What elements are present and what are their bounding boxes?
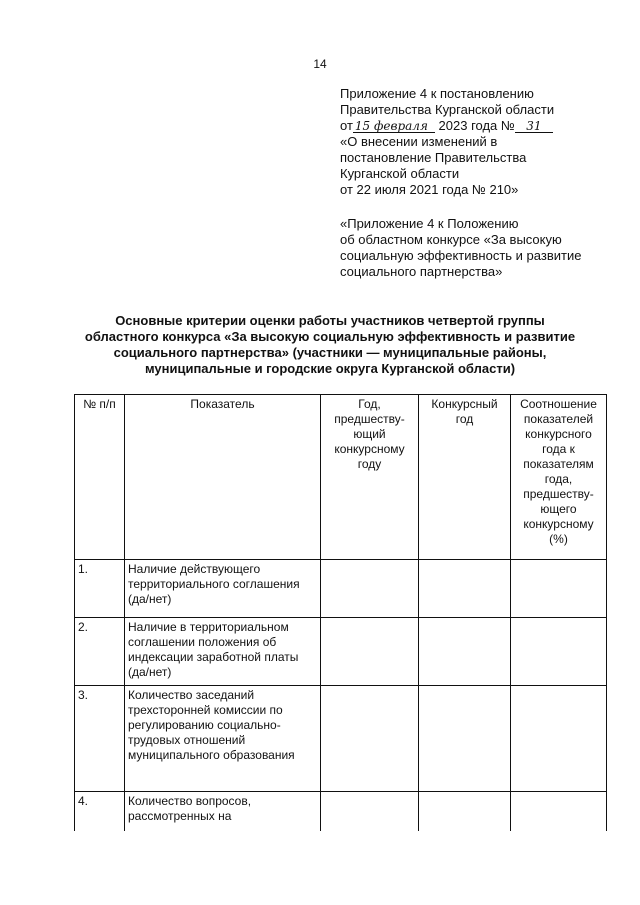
title-line-3: социального партнерства» (участники — муниципальные районы, [113, 345, 547, 360]
annex2-line-1: «Приложение 4 к Положению [340, 216, 519, 231]
row-prev-year-cell [321, 560, 419, 618]
table-header-row [75, 395, 607, 560]
row-num: 1. [75, 560, 125, 618]
annex-header [340, 86, 630, 198]
header-indicator: Показатель [125, 395, 321, 560]
title-line-4: муниципальные и городские округа Курганской области) [144, 361, 516, 376]
row-indicator: Наличие в территориальном соглашении положения об индексации заработной платы (да/нет) [125, 618, 321, 686]
row-contest-year-cell [419, 560, 511, 618]
page-bottom-margin [0, 831, 640, 905]
row-indicator: Наличие действующего территориального соглашения (да/нет) [125, 560, 321, 618]
header-num: № п/п [75, 395, 125, 560]
header-ratio: Соотношение показателей конкурсного года к показателям года, предшеству-ющего конкурсному (%) [511, 395, 607, 560]
annex-line-4: «О внесении изменений в [340, 134, 498, 149]
page-number: 14 [313, 57, 327, 71]
row-ratio-cell [511, 560, 607, 618]
annex-from: от [340, 118, 353, 133]
header-contest-year: Конкурсный год [419, 395, 511, 560]
annex2-line-2: об областном конкурсе «За высокую [340, 232, 562, 247]
annex-line-3 [340, 118, 630, 134]
row-contest-year-cell [419, 618, 511, 686]
row-num: 3. [75, 686, 125, 792]
row-num: 4. [75, 792, 125, 862]
row-indicator: Количество заседаний трехсторонней комиссии по регулированию социально-трудовых отношений муниципального образования [125, 686, 321, 792]
row-prev-year-cell [321, 618, 419, 686]
handwritten-number: 31 [515, 120, 553, 133]
title-line-2: областного конкурса «За высокую социальную эффективность и развитие [84, 329, 576, 344]
table-row [75, 618, 607, 686]
table-row [75, 560, 607, 618]
annex2-line-4: социального партнерства» [340, 264, 503, 279]
document-title [70, 313, 590, 377]
annex-line-2: Правительства Курганской области [340, 102, 555, 117]
annex-line-7: от 22 июля 2021 года № 210» [340, 182, 519, 197]
row-prev-year-cell [321, 686, 419, 792]
table-row [75, 686, 607, 792]
annex-position-reference [340, 216, 602, 280]
annex-line-5: постановление Правительства [340, 150, 527, 165]
handwritten-date: 15 февраля [353, 120, 435, 133]
row-contest-year-cell [419, 686, 511, 792]
annex-line-1: Приложение 4 к постановлению [340, 86, 534, 101]
annex-line-6: Курганской области [340, 166, 460, 181]
criteria-table [74, 394, 607, 862]
annex2-line-3: социальную эффективность и развитие [340, 248, 582, 263]
row-ratio-cell [511, 618, 607, 686]
row-num: 2. [75, 618, 125, 686]
title-line-1: Основные критерии оценки работы участников четвертой группы [115, 313, 545, 328]
row-indicator: Количество вопросов, рассмотренных на [125, 792, 321, 862]
row-ratio-cell [511, 686, 607, 792]
annex-year: 2023 года № [438, 118, 515, 133]
header-prev-year: Год, предшеству-ющий конкурсному году [321, 395, 419, 560]
